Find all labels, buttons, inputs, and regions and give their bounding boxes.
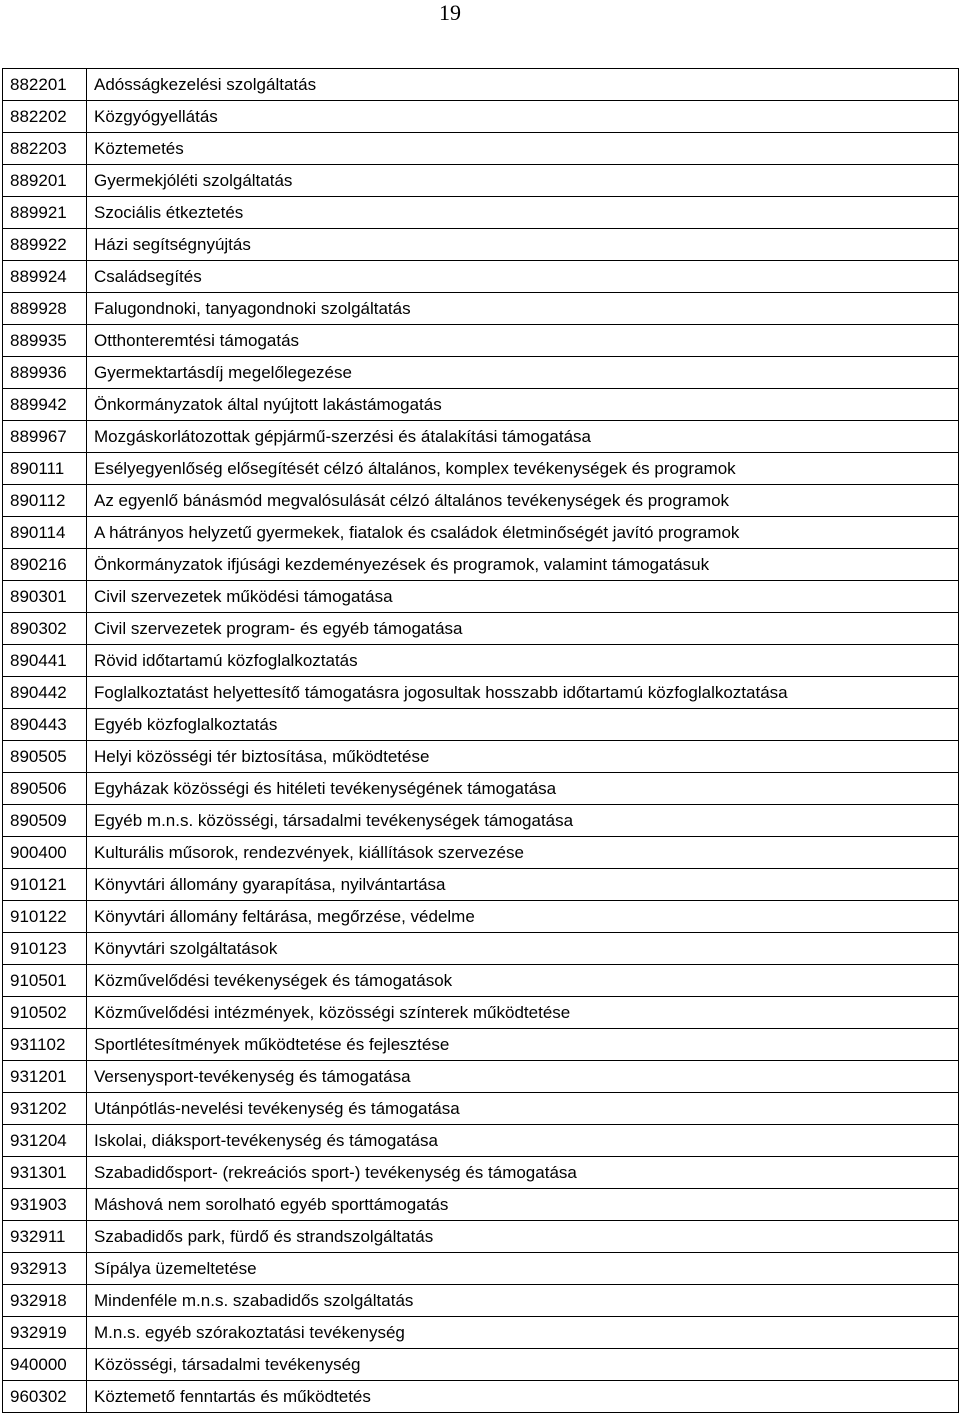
activity-code-table: [2, 68, 959, 1413]
activity-code: 910502: [3, 997, 87, 1029]
activity-code: 890112: [3, 485, 87, 517]
table-row: [3, 1061, 959, 1093]
table-row: [3, 549, 959, 581]
activity-name: M.n.s. egyéb szórakoztatási tevékenység: [87, 1317, 959, 1349]
activity-code: 960302: [3, 1381, 87, 1413]
table-row: [3, 645, 959, 677]
table-row: [3, 229, 959, 261]
activity-name: Önkormányzatok ifjúsági kezdeményezések és programok, valamint támogatásuk: [87, 549, 959, 581]
activity-code: 890442: [3, 677, 87, 709]
activity-code: 890505: [3, 741, 87, 773]
table-row: [3, 101, 959, 133]
activity-code: 882203: [3, 133, 87, 165]
table-row: [3, 997, 959, 1029]
activity-code: 932913: [3, 1253, 87, 1285]
table-row: [3, 1093, 959, 1125]
activity-code: 931204: [3, 1125, 87, 1157]
table-row: [3, 197, 959, 229]
activity-code: 889922: [3, 229, 87, 261]
activity-name: Közgyógyellátás: [87, 101, 959, 133]
activity-name: Adósságkezelési szolgáltatás: [87, 69, 959, 101]
activity-code: 932919: [3, 1317, 87, 1349]
table-row: [3, 677, 959, 709]
activity-name: Sportlétesítmények működtetése és fejlesztése: [87, 1029, 959, 1061]
table-row: [3, 613, 959, 645]
activity-name: Könyvtári állomány gyarapítása, nyilvántartása: [87, 869, 959, 901]
table-row: [3, 165, 959, 197]
activity-name: A hátrányos helyzetű gyermekek, fiatalok és családok életminőségét javító programok: [87, 517, 959, 549]
activity-name: Foglalkoztatást helyettesítő támogatásra jogosultak hosszabb időtartamú közfoglalkoztatása: [87, 677, 959, 709]
table-row: [3, 485, 959, 517]
activity-name: Máshová nem sorolható egyéb sporttámogatás: [87, 1189, 959, 1221]
activity-code: 931201: [3, 1061, 87, 1093]
activity-code: 932918: [3, 1285, 87, 1317]
activity-name: Szociális étkeztetés: [87, 197, 959, 229]
table-row: [3, 965, 959, 997]
activity-code: 890114: [3, 517, 87, 549]
activity-code: 900400: [3, 837, 87, 869]
activity-code: 940000: [3, 1349, 87, 1381]
activity-code: 931903: [3, 1189, 87, 1221]
activity-name: Közművelődési intézmények, közösségi színterek működtetése: [87, 997, 959, 1029]
activity-name: Versenysport-tevékenység és támogatása: [87, 1061, 959, 1093]
activity-name: Falugondnoki, tanyagondnoki szolgáltatás: [87, 293, 959, 325]
activity-name: Otthonteremtési támogatás: [87, 325, 959, 357]
activity-name: Önkormányzatok által nyújtott lakástámogatás: [87, 389, 959, 421]
table-row: [3, 261, 959, 293]
activity-name: Egyéb m.n.s. közösségi, társadalmi tevékenységek támogatása: [87, 805, 959, 837]
table-row: [3, 773, 959, 805]
table-row: [3, 581, 959, 613]
table-row: [3, 709, 959, 741]
activity-name: Közösségi, társadalmi tevékenység: [87, 1349, 959, 1381]
activity-code: 910501: [3, 965, 87, 997]
activity-code: 932911: [3, 1221, 87, 1253]
table-row: [3, 453, 959, 485]
activity-code: 890111: [3, 453, 87, 485]
activity-name: Kulturális műsorok, rendezvények, kiállítások szervezése: [87, 837, 959, 869]
activity-name: Családsegítés: [87, 261, 959, 293]
table-row: [3, 389, 959, 421]
activity-name: Civil szervezetek program- és egyéb támogatása: [87, 613, 959, 645]
activity-code: 890302: [3, 613, 87, 645]
activity-code: 890301: [3, 581, 87, 613]
table-body: [3, 69, 959, 1413]
activity-name: Könyvtári szolgáltatások: [87, 933, 959, 965]
table-row: [3, 325, 959, 357]
activity-code: 890443: [3, 709, 87, 741]
table-row: [3, 133, 959, 165]
activity-name: Szabadidős park, fürdő és strandszolgáltatás: [87, 1221, 959, 1253]
activity-name: Házi segítségnyújtás: [87, 229, 959, 261]
table-row: [3, 869, 959, 901]
table-row: [3, 1029, 959, 1061]
activity-code: 882202: [3, 101, 87, 133]
table-row: [3, 1157, 959, 1189]
activity-code: 910123: [3, 933, 87, 965]
page-number: 19: [439, 0, 461, 25]
activity-code: 882201: [3, 69, 87, 101]
activity-name: Mozgáskorlátozottak gépjármű-szerzési és átalakítási támogatása: [87, 421, 959, 453]
table-row: [3, 293, 959, 325]
activity-code: 889967: [3, 421, 87, 453]
table-row: [3, 1125, 959, 1157]
table-row: [3, 805, 959, 837]
table-row: [3, 1253, 959, 1285]
activity-name: Egyéb közfoglalkoztatás: [87, 709, 959, 741]
activity-name: Köztemetés: [87, 133, 959, 165]
activity-code: 931202: [3, 1093, 87, 1125]
activity-code: 889942: [3, 389, 87, 421]
activity-name: Közművelődési tevékenységek és támogatások: [87, 965, 959, 997]
activity-name: Sípálya üzemeltetése: [87, 1253, 959, 1285]
table-row: [3, 933, 959, 965]
activity-name: Iskolai, diáksport-tevékenység és támogatása: [87, 1125, 959, 1157]
activity-code: 890509: [3, 805, 87, 837]
table-row: [3, 357, 959, 389]
activity-code: 931301: [3, 1157, 87, 1189]
activity-code: 931102: [3, 1029, 87, 1061]
table-row: [3, 1381, 959, 1413]
table-row: [3, 1221, 959, 1253]
activity-code: 889924: [3, 261, 87, 293]
activity-code: 889921: [3, 197, 87, 229]
activity-name: Szabadidősport- (rekreációs sport-) tevékenység és támogatása: [87, 1157, 959, 1189]
activity-code: 890441: [3, 645, 87, 677]
activity-name: Rövid időtartamú közfoglalkoztatás: [87, 645, 959, 677]
activity-code: 890506: [3, 773, 87, 805]
table-row: [3, 837, 959, 869]
activity-code: 889936: [3, 357, 87, 389]
table-row: [3, 1189, 959, 1221]
activity-name: Gyermekjóléti szolgáltatás: [87, 165, 959, 197]
activity-name: Helyi közösségi tér biztosítása, működtetése: [87, 741, 959, 773]
activity-name: Civil szervezetek működési támogatása: [87, 581, 959, 613]
activity-code: 889201: [3, 165, 87, 197]
activity-name: Köztemető fenntartás és működtetés: [87, 1381, 959, 1413]
table-row: [3, 421, 959, 453]
activity-name: Utánpótlás-nevelési tevékenység és támogatása: [87, 1093, 959, 1125]
activity-code: 890216: [3, 549, 87, 581]
activity-code: 889935: [3, 325, 87, 357]
activity-name: Könyvtári állomány feltárása, megőrzése, védelme: [87, 901, 959, 933]
activity-name: Az egyenlő bánásmód megvalósulását célzó általános tevékenységek és programok: [87, 485, 959, 517]
table-row: [3, 69, 959, 101]
activity-code: 910121: [3, 869, 87, 901]
table-row: [3, 1285, 959, 1317]
table-row: [3, 741, 959, 773]
activity-name: Gyermektartásdíj megelőlegezése: [87, 357, 959, 389]
activity-code: 910122: [3, 901, 87, 933]
table-row: [3, 1317, 959, 1349]
table-row: [3, 517, 959, 549]
table-row: [3, 901, 959, 933]
table-row: [3, 1349, 959, 1381]
activity-name: Esélyegyenlőség elősegítését célzó általános, komplex tevékenységek és programok: [87, 453, 959, 485]
activity-code: 889928: [3, 293, 87, 325]
activity-name: Mindenféle m.n.s. szabadidős szolgáltatás: [87, 1285, 959, 1317]
activity-name: Egyházak közösségi és hitéleti tevékenységének támogatása: [87, 773, 959, 805]
